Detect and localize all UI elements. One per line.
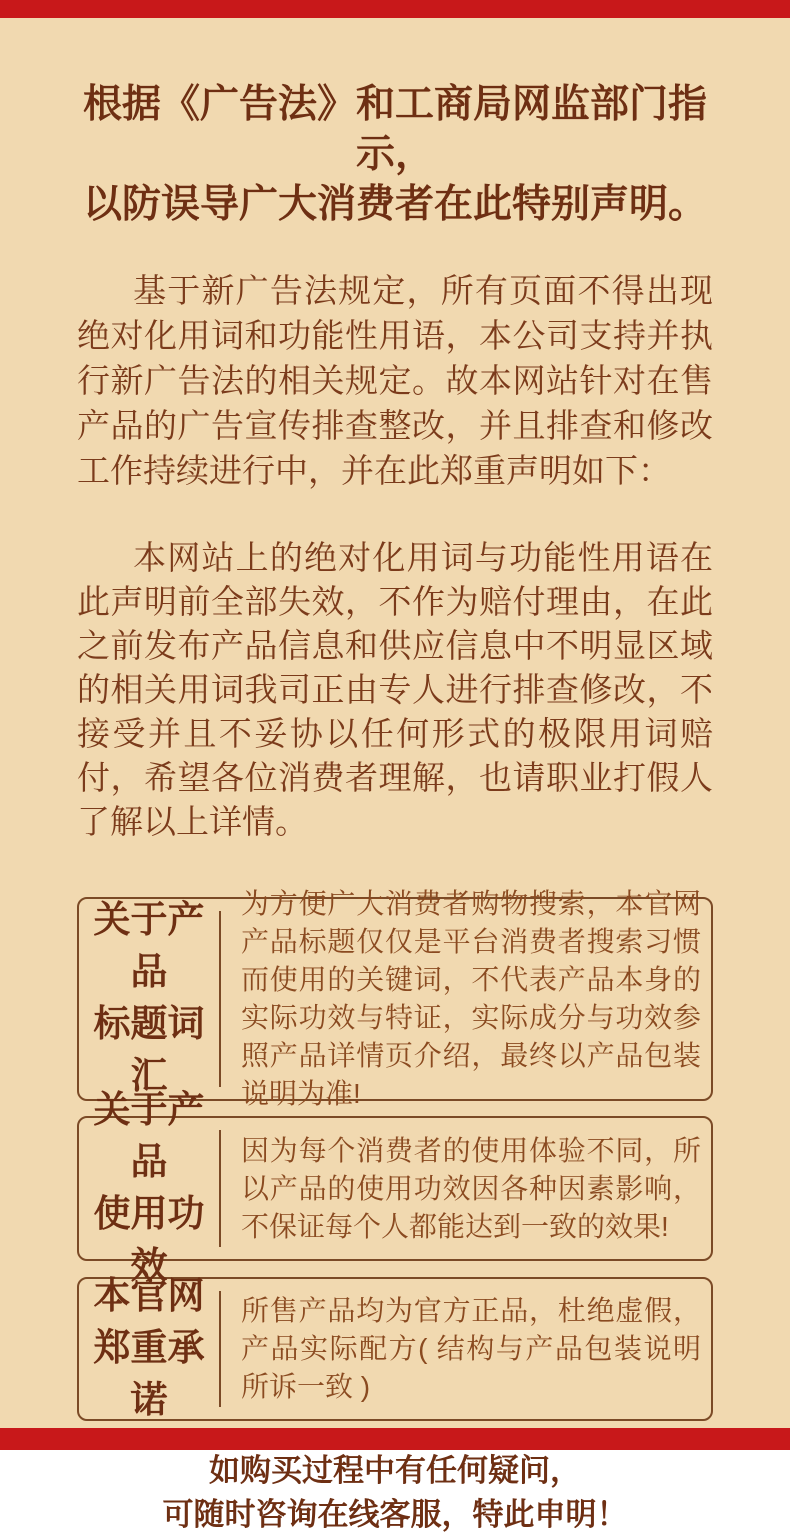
bottom-red-band — [0, 1428, 790, 1450]
notice-box-label-line-1: 关于产品 — [93, 1089, 205, 1183]
footer-note — [0, 1449, 790, 1537]
notice-box-text: 为方便广大消费者购物搜索，本官网产品标题仅仅是平台消费者搜索习惯而使用的关键词，不代表产品本身的实际功效与特证，实际成分与功效参照产品详情页介绍，最终以产品包装说明为准! — [241, 888, 701, 1109]
notice-box-text: 所售产品均为官方正品，杜绝虚假，产品实际配方( 结构与产品包装说明所诉一致 ) — [241, 1295, 701, 1402]
page-title — [45, 80, 745, 230]
notice-box-label — [79, 1085, 219, 1293]
page-title-line-2: 以防误导广大消费者在此特别声明。 — [82, 183, 707, 226]
notice-box-label-line-2: 郑重承诺 — [93, 1328, 205, 1421]
footer-note-line-2: 可随时咨询在线客服，特此申明！ — [162, 1497, 628, 1532]
notice-box-label-line-2: 使用功效 — [93, 1193, 205, 1287]
statement-paragraph-1: 基于新广告法规定，所有页面不得出现绝对化用词和功能性用语，本公司支持并执行新广告法的相关规定。故本网站针对在售产品的广告宣传排查整改，并且排查和修改工作持续进行中，并在此郑重声明如下： — [77, 274, 713, 490]
page-title-line-1: 根据《广告法》和工商局网监部门指示， — [82, 83, 707, 176]
notice-box-product-title — [77, 888, 713, 1109]
notice-box-label-line-1: 关于产品 — [93, 900, 205, 993]
notice-box-product-effect — [77, 1089, 713, 1287]
notice-box-label — [79, 1271, 219, 1427]
footer-note-line-1: 如购买过程中有任何疑问， — [209, 1453, 581, 1488]
notice-box-text: 因为每个消费者的使用体验不同，所以产品的使用功效因各种因素影响，不保证每个人都能达到一致的效果! — [241, 1134, 701, 1242]
top-red-band — [0, 0, 790, 18]
notice-box-official-promise — [77, 1277, 713, 1421]
notice-box-label-line-2: 标题词汇 — [93, 1004, 205, 1097]
notice-box-label-line-1: 本官网 — [93, 1276, 205, 1317]
notice-box-label — [79, 895, 219, 1103]
statement-paragraph-2: 本网站上的绝对化用词与功能性用语在此声明前全部失效，不作为赔付理由，在此之前发布产品信息和供应信息中不明显区域的相关用词我司正由专人进行排查修改，不接受并且不妥协以任何形式的极限用词赔付，希望各位消费者理解，也请职业打假人了解以上详情。 — [77, 541, 713, 841]
